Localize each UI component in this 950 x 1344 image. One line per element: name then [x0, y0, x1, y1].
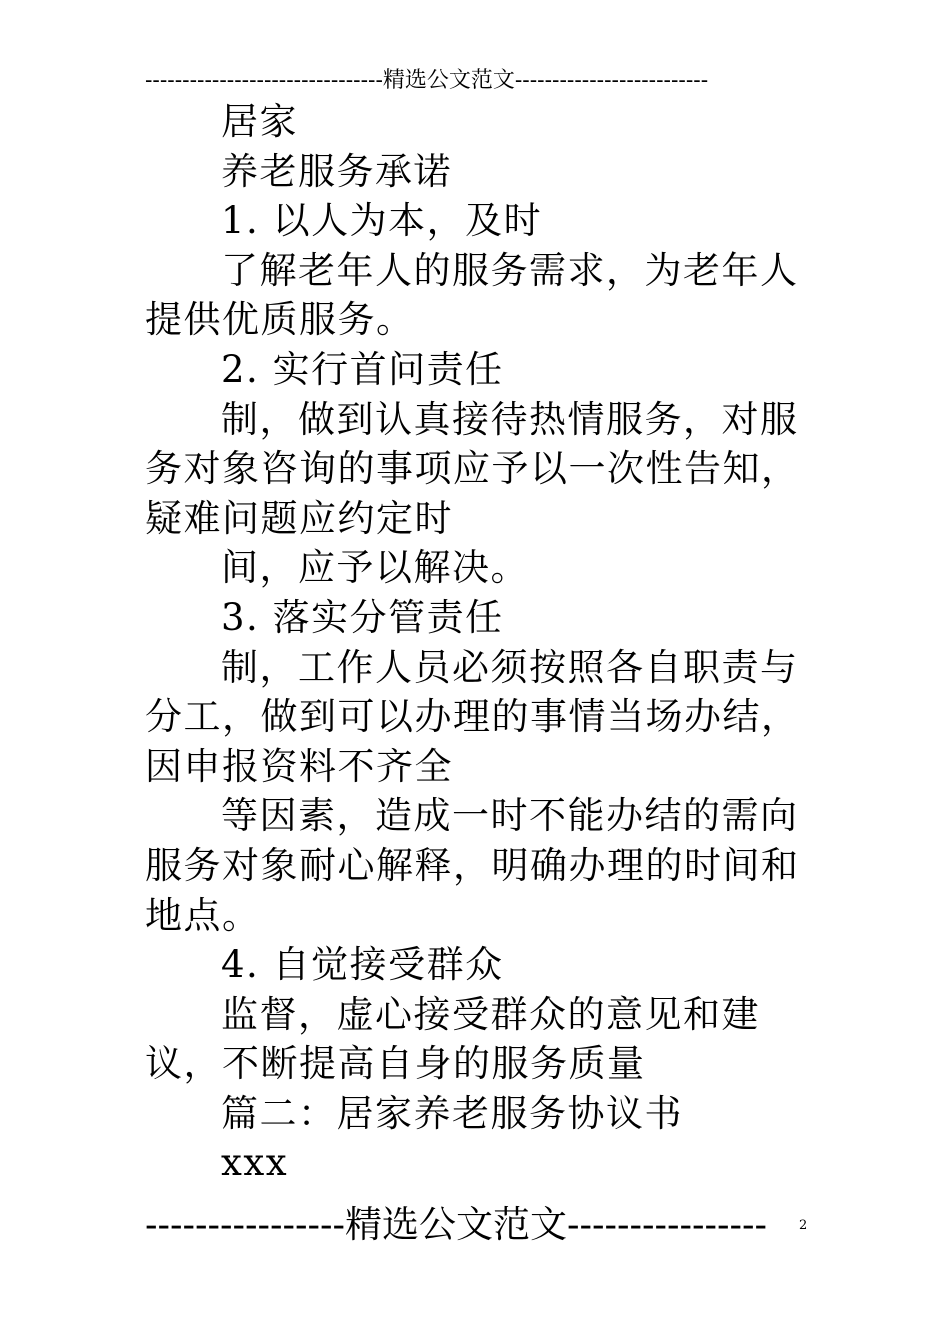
- paragraph-heading-2: 养老服务承诺: [221, 149, 452, 193]
- paragraph-item-3: 3. 落实分管责任: [221, 595, 504, 639]
- paragraph-item-2-text-cont: 间，应予以解决。: [221, 546, 529, 590]
- paragraph-section-title: 篇二：居家养老服务协议书: [221, 1091, 683, 1135]
- paragraph-item-3-text-cont: 等因素，造成一时不能办结的需向服务对象耐心解释，明确办理的时间和地点。: [145, 794, 800, 937]
- paragraph-placeholder: xxx: [221, 1141, 289, 1185]
- page-footer: ----------------精选公文范文----------------: [145, 1203, 768, 1246]
- document-body: [145, 97, 815, 1188]
- paragraph-item-2: 2. 实行首问责任: [221, 347, 504, 391]
- paragraph-item-2-text: 制，做到认真接待热情服务，对服务对象咨询的事项应予以一次性告知，疑难问题应约定时: [145, 397, 800, 540]
- paragraph-item-4: 4. 自觉接受群众: [221, 943, 504, 987]
- paragraph-item-4-text: 监督，虚心接受群众的意见和建议，不断提高自身的服务质量: [145, 992, 760, 1086]
- page-number: 2: [799, 1218, 808, 1233]
- page-header: --------------------------------精选公文范文--------------------------: [145, 68, 709, 93]
- paragraph-item-1: 1. 以人为本，及时: [221, 199, 543, 243]
- paragraph-item-1-text: 了解老年人的服务需求，为老年人提供优质服务。: [145, 248, 799, 342]
- paragraph-item-3-text: 制，工作人员必须按照各自职责与分工，做到可以办理的事情当场办结，因申报资料不齐全: [145, 645, 800, 788]
- paragraph-heading-1: 居家: [221, 100, 298, 143]
